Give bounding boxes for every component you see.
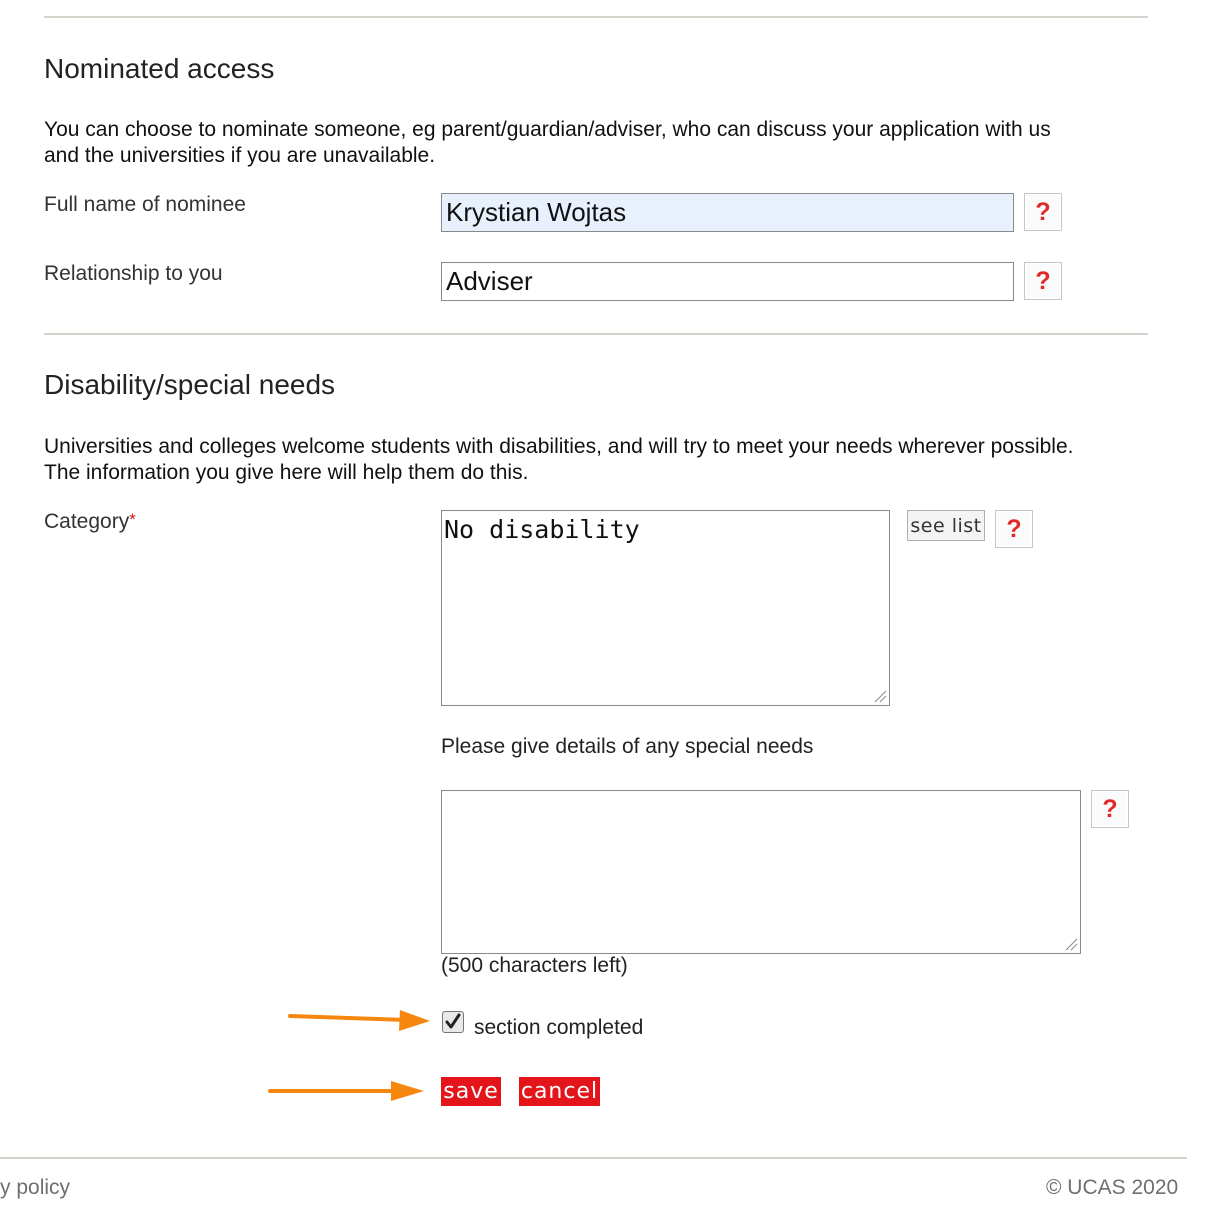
disability-heading: Disability/special needs [44,369,336,400]
nominated-access-heading: Nominated access [44,53,275,84]
nominated-access-intro-line1: You can choose to nominate someone, eg parent/guardian/adviser, who can discuss your application with us [44,118,1051,141]
section-completed-checkbox[interactable] [442,1011,464,1033]
footer-divider [0,1157,1187,1159]
category-label-text: Category [44,510,130,533]
disability-intro-line1: Universities and colleges welcome students with disabilities, and will try to meet your needs wherever possible. [44,435,1074,458]
characters-left-counter: (500 characters left) [441,954,628,977]
question-mark-icon: ? [1102,794,1118,823]
arrow-right-icon [288,1006,438,1036]
nominated-access-intro-line2: and the universities if you are unavailable. [44,144,436,167]
resize-grip-icon[interactable] [873,689,887,703]
see-list-button[interactable]: see list [907,510,985,541]
arrow-right-icon [267,1078,432,1104]
question-mark-icon: ? [1006,514,1022,543]
cancel-button[interactable]: cancel [520,1079,599,1104]
category-label [44,510,136,534]
save-button[interactable]: save [441,1077,501,1106]
privacy-policy-link[interactable]: y policy [0,1176,71,1199]
nominee-name-help-button[interactable] [1024,193,1062,231]
special-needs-help-button[interactable] [1091,790,1129,828]
checkmark-icon [443,1012,463,1032]
relationship-input[interactable] [441,262,1014,301]
copyright-notice: © UCAS 2020 [1046,1176,1179,1199]
relationship-label: Relationship to you [44,262,223,285]
special-needs-textarea[interactable] [441,790,1081,954]
resize-grip-icon[interactable] [1064,937,1078,951]
relationship-help-button[interactable] [1024,262,1062,300]
category-help-button[interactable] [995,510,1033,548]
disability-intro-line2: The information you give here will help them do this. [44,461,529,484]
section-divider-middle [44,333,1148,335]
special-needs-label: Please give details of any special needs [441,735,814,758]
section-divider-top [44,16,1148,18]
question-mark-icon: ? [1035,266,1051,295]
category-textarea[interactable] [441,510,890,706]
section-completed-label[interactable]: section completed [474,1016,644,1039]
nominee-name-label: Full name of nominee [44,193,246,216]
nominee-name-input[interactable] [441,193,1014,232]
question-mark-icon: ? [1035,197,1051,226]
required-marker: * [129,510,136,529]
